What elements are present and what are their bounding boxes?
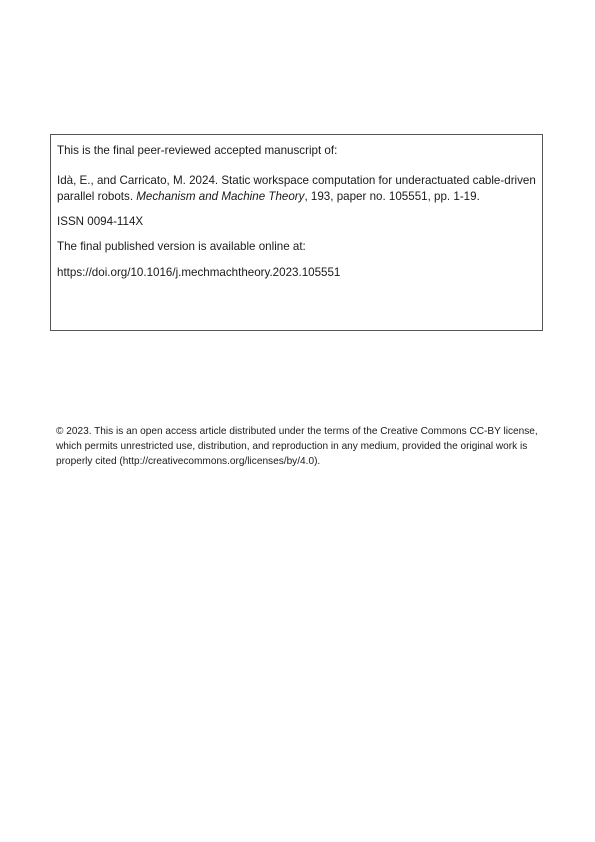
citation-details: , 193, paper no. 105551, pp. 1-19. <box>304 190 480 203</box>
manuscript-info-box <box>50 134 543 331</box>
intro-text: This is the final peer-reviewed accepted manuscript of: <box>57 144 338 157</box>
citation-authors-title: Idà, E., and Carricato, M. 2024. Static workspace computation for underactuated cable-driven parallel robots. <box>57 173 536 203</box>
issn: ISSN 0094-114X <box>57 214 144 228</box>
published-note: The final published version is available online at: <box>57 240 306 253</box>
citation <box>57 173 536 206</box>
citation-journal: Mechanism and Machine Theory <box>136 190 305 203</box>
doi-link[interactable]: https://doi.org/10.1016/j.mechmachtheory.2023.105551 <box>57 265 341 279</box>
license-notice: © 2023. This is an open access article distributed under the terms of the Creative Commons CC-BY license, which permits unrestricted use, distribution, and reproduction in any medium, provided the original work is properly cited (http://creativecommons.org/licenses/by/4.0). <box>56 426 538 467</box>
